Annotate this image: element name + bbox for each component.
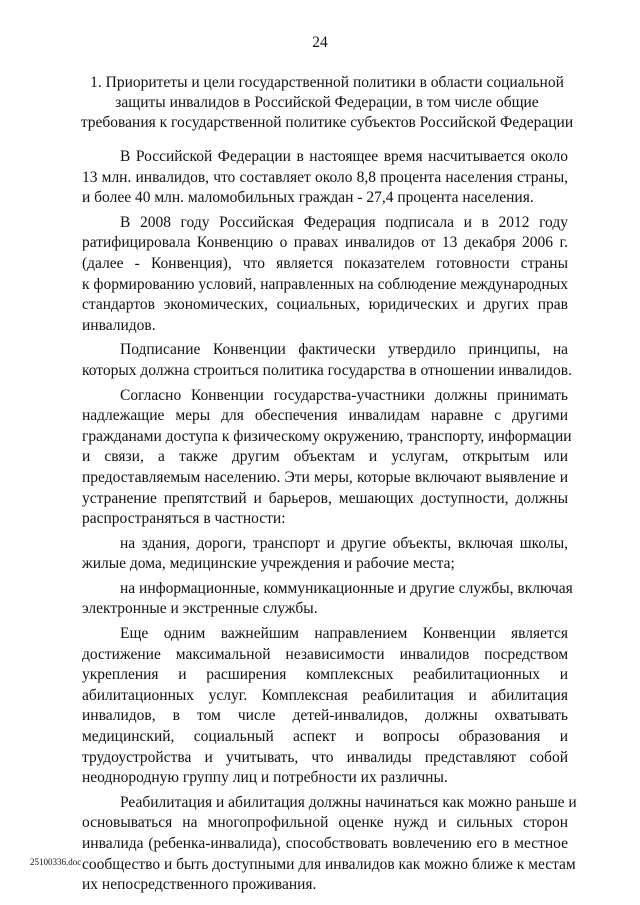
text-line: предоставляемым населению. Эти меры, которые включают выявление и	[82, 468, 568, 486]
text-line: укрепления и расширения комплексных реабилитационных и	[82, 666, 568, 684]
text-line: Подписание Конвенции фактически утвердило принципы, на	[120, 341, 568, 359]
paragraph	[82, 340, 572, 381]
paragraph	[82, 534, 568, 575]
text-line: инвалида (ребенка-инвалида), способствовать вовлечению его в местное	[82, 835, 568, 852]
text-line: на информационные, коммуникационные и другие службы, включая	[120, 579, 573, 597]
text-line: В 2008 году Российская Федерация подписала и в 2012 году	[120, 213, 568, 231]
text-line: и более 40 млн. маломобильных граждан - 27,4 процента населения.	[82, 189, 534, 207]
text-line: распространяться в частности:	[82, 510, 286, 528]
footer-filename: 25100336.doc	[30, 857, 82, 867]
text-line: В Российской Федерации в настоящее время насчитывается около	[120, 148, 568, 165]
text-line: Согласно Конвенции государства-участники должны принимать	[120, 386, 568, 404]
text-line: жилые дома, медицинские учреждения и рабочие места;	[82, 555, 455, 573]
paragraph	[82, 579, 573, 620]
text-line: устранение препятствий и барьеров, мешающих доступности, должны	[82, 489, 568, 507]
text-line: на здания, дороги, транспорт и другие объекты, включая школы,	[120, 534, 568, 552]
text-line: Еще одним важнейшим направлением Конвенции является	[120, 625, 568, 643]
text-line: надлежащие меры для обеспечения инвалидам наравне с другими	[82, 407, 568, 425]
text-line: абилитационных услуг. Комплексная реабилитация и абилитация	[82, 686, 568, 704]
paragraph	[82, 213, 568, 337]
text-line: и связи, а также другим объектам и услугам, открытым или	[82, 448, 568, 466]
section-heading-line: защиты инвалидов в Российской Федерации, в том числе общие	[115, 94, 539, 111]
paragraph	[82, 147, 568, 209]
text-line: трудоустройства и учитывать, что инвалиды представляют собой	[82, 748, 568, 766]
text-line: (далее - Конвенция), что является показателем готовности страны	[82, 254, 568, 272]
page-number: 24	[312, 34, 328, 51]
paragraph	[82, 386, 572, 530]
text-line: неоднородную группу лиц и потребности их различны.	[82, 769, 448, 787]
section-heading-line: 1. Приоритеты и цели государственной политики в области социальной	[90, 74, 564, 91]
text-line: 13 млн. инвалидов, что составляет около 8,8 процента населения страны,	[82, 168, 568, 186]
text-line: медицинский, социальный аспект и вопросы образования и	[82, 728, 568, 746]
section-heading-line: требования к государственной политике субъектов Российской Федерации	[80, 114, 574, 131]
text-line: гражданами доступа к физическому окружению, транспорту, информации	[82, 427, 572, 445]
section-heading	[62, 73, 592, 133]
text-line: электронные и экстренные службы.	[82, 600, 318, 618]
text-line: ратифицировала Конвенцию о правах инвалидов от 13 декабря 2006 г.	[82, 234, 568, 252]
text-line: к формированию условий, направленных на соблюдение международных	[82, 275, 568, 293]
text-line: сообщество и быть доступными для инвалидов как можно ближе к местам	[82, 855, 576, 873]
text-line: инвалидов, в том числе детей-инвалидов, должны охватывать	[82, 707, 568, 725]
text-line: инвалидов.	[82, 316, 156, 334]
body-text	[82, 147, 577, 900]
text-line: достижение максимальной независимости инвалидов посредством	[82, 645, 568, 663]
text-line: Реабилитация и абилитация должны начинаться как можно раньше и	[120, 793, 577, 811]
paragraph	[82, 624, 568, 789]
paragraph	[82, 793, 577, 896]
text-line: которых должна строиться политика государства в отношении инвалидов.	[82, 361, 572, 379]
text-line: их непосредственного проживания.	[82, 876, 317, 894]
text-line: основываться на многопрофильной оценке нужд и сильных сторон	[82, 814, 568, 832]
text-line: стандартов экономических, социальных, юридических и других прав	[82, 296, 568, 314]
